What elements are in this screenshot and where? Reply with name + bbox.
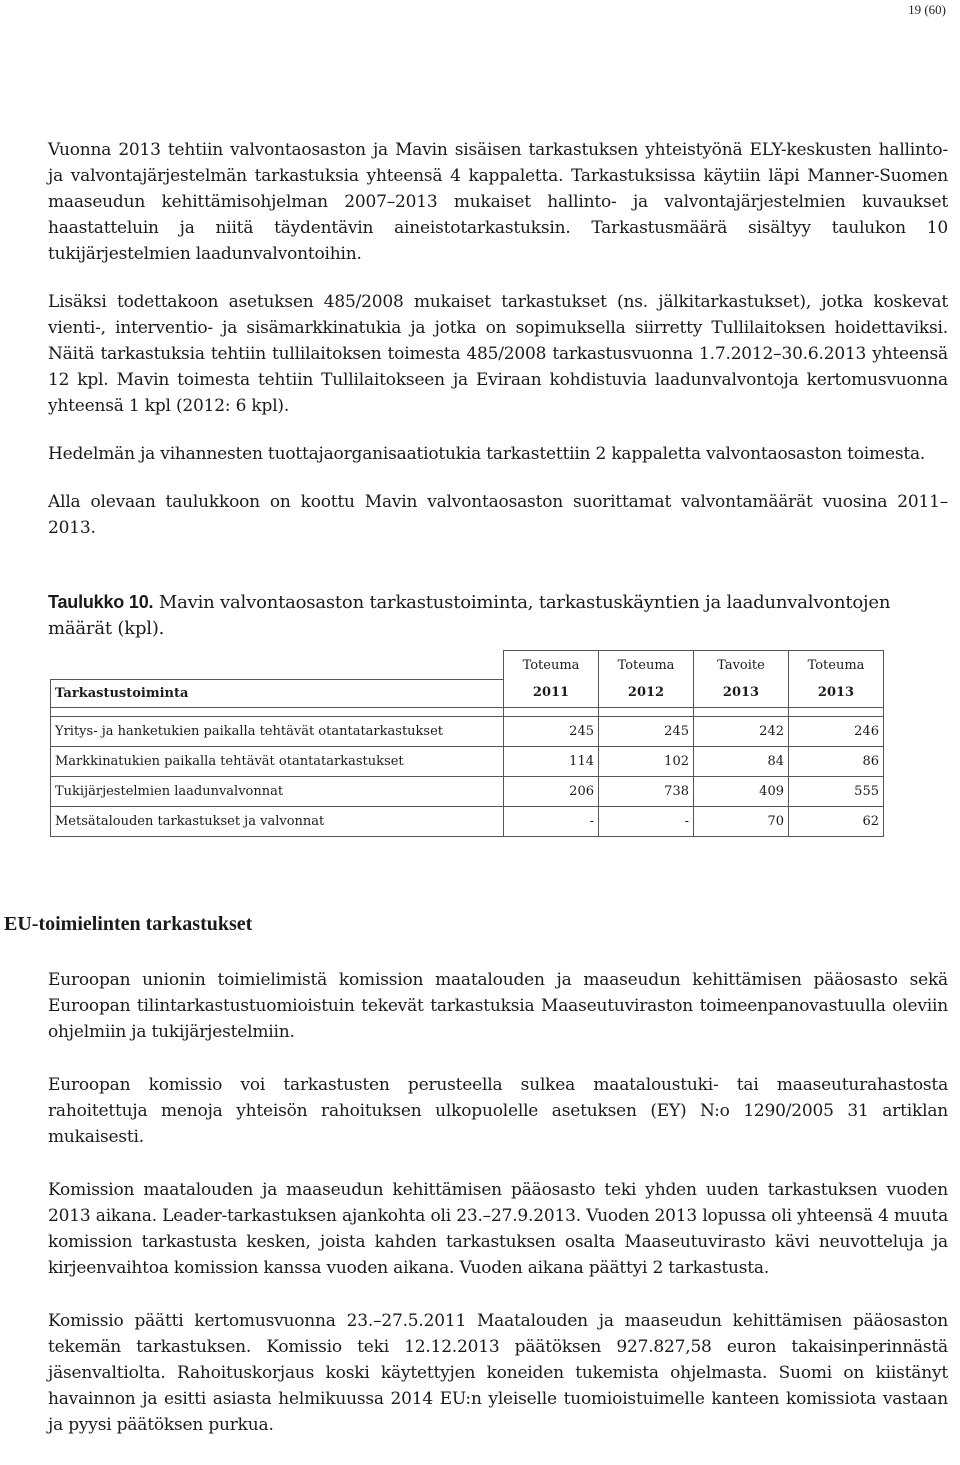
main-content [48,137,948,837]
paragraph: Vuonna 2013 tehtiin valvontaosaston ja Mavin sisäisen tarkastuksen yhteistyönä ELY-keskusten hallinto- ja valvontajärjestelmän tarkastuksia yhteensä 4 kappaletta. Tarkastuksissa käytiin läpi Manner-Suomen maaseudun kehittämisohjelman 2007–2013 mukaiset hallinto- ja valvontajärjestelmien kuvaukset haastatteluin ja niitä täydentävin aineistotarkastuksin. Tarkastusmäärä sisältyy taulukon 10 tukijärjestelmien laadunvalvontoihin. [48,140,948,264]
table-cell: - [599,806,694,836]
table-header-year: 2011 [504,679,599,707]
table-header-row [51,679,884,707]
paragraph: Euroopan komissio voi tarkastusten perusteella sulkea maataloustuki- tai maaseuturahastosta rahoitettuja menoja yhteisön rahoituksen ulkopuolelle asetuksen (EY) N:o 1290/2005 31 artiklan mukaisesti. [48,1075,948,1147]
table-caption-label: Taulukko 10. [48,592,154,612]
section-heading: EU-toimielinten tarkastukset [4,913,253,935]
table-cell: 206 [504,776,599,806]
inspection-table [50,650,884,837]
table-cell-label: Yritys- ja hanketukien paikalla tehtävät otantatarkastukset [51,716,504,746]
section-content [48,967,948,1465]
page-number: 19 (60) [908,2,946,17]
table-row [51,776,884,806]
table-cell: 114 [504,746,599,776]
table-cell-label: Metsätalouden tarkastukset ja valvonnat [51,806,504,836]
table-cell-label: Markkinatukien paikalla tehtävät otantatarkastukset [51,746,504,776]
table-row [51,746,884,776]
table-cell: 738 [599,776,694,806]
table-cell: 242 [694,716,789,746]
table-row [51,716,884,746]
paragraph: Euroopan unionin toimielimistä komission maatalouden ja maaseudun kehittämisen pääosasto sekä Euroopan tilintarkastustuomioistuin tekevät tarkastuksia Maaseutuviraston toimeenpanovastuulla oleviin ohjelmiin ja tukijärjestelmiin. [48,970,948,1042]
table-header-cell: Toteuma [599,651,694,680]
table-cell: - [504,806,599,836]
table-header-cell: Toteuma [789,651,884,680]
table-cell: 246 [789,716,884,746]
table-cell: 62 [789,806,884,836]
table-cell: 84 [694,746,789,776]
paragraph: Alla olevaan taulukkoon on koottu Mavin valvontaosaston suorittamat valvontamäärät vuosina 2011–2013. [48,492,948,538]
table-cell: 70 [694,806,789,836]
table-header-year: 2012 [599,679,694,707]
table-header-cell: Toteuma [504,651,599,680]
table-spacer [51,707,884,716]
paragraph: Komission maatalouden ja maaseudun kehittämisen pääosasto teki yhden uuden tarkastuksen vuoden 2013 aikana. Leader-tarkastuksen ajankohta oli 23.–27.9.2013. Vuoden 2013 lopussa oli yhteensä 4 muuta komission tarkastusta kesken, joista kahden tarkastuksen osalta Maaseutuvirasto kävi neuvotteluja ja kirjeenvaihtoa komission kanssa vuoden aikana. Vuoden aikana päättyi 2 tarkastusta. [48,1180,948,1278]
paragraph: Hedelmän ja vihannesten tuottajaorganisaatiotukia tarkastettiin 2 kappaletta valvontaosaston toimesta. [48,444,926,464]
table-cell: 409 [694,776,789,806]
table-header-label: Tarkastustoiminta [51,679,504,707]
table-header-row [51,651,884,680]
paragraph: Lisäksi todettakoon asetuksen 485/2008 mukaiset tarkastukset (ns. jälkitarkastukset), jotka koskevat vienti-, interventio- ja sisämarkkinatukia ja jotka on sopimuksella siirretty Tullilaitoksen hoidettaviksi. Näitä tarkastuksia tehtiin tullilaitoksen toimesta 485/2008 tarkastusvuonna 1.7.2012–30.6.2013 yhteensä 12 kpl. Mavin toimesta tehtiin Tullilaitokseen ja Eviraan kohdistuvia laadunvalvontoja kertomusvuonna yhteensä 1 kpl (2012: 6 kpl). [48,292,948,416]
paragraph: Komissio päätti kertomusvuonna 23.–27.5.2011 Maatalouden ja maaseudun kehittämisen pääosaston tekemän tarkastuksen. Komissio teki 12.12.2013 päätöksen 927.827,58 euron takaisinperinnästä jäsenvaltiolta. Rahoituskorjaus koski käytettyjen koneiden tukemista ohjelmasta. Suomi on kiistänyt havainnon ja esitti asiasta helmikuussa 2014 EU:n yleiselle tuomioistuimelle kanteen komissiota vastaan ja pyysi päätöksen purkua. [48,1311,948,1435]
table-header-empty [51,651,504,680]
table-cell: 86 [789,746,884,776]
table-row [51,806,884,836]
table-header-year: 2013 [789,679,884,707]
table-cell: 245 [504,716,599,746]
table-caption [48,589,948,642]
table-header-cell: Tavoite [694,651,789,680]
table-cell: 102 [599,746,694,776]
table-cell-label: Tukijärjestelmien laadunvalvonnat [51,776,504,806]
table-header-year: 2013 [694,679,789,707]
table-caption-text: Mavin valvontaosaston tarkastustoiminta, tarkastuskäyntien ja laadunvalvontojen määrät (kpl). [48,592,891,639]
table-cell: 555 [789,776,884,806]
table-cell: 245 [599,716,694,746]
